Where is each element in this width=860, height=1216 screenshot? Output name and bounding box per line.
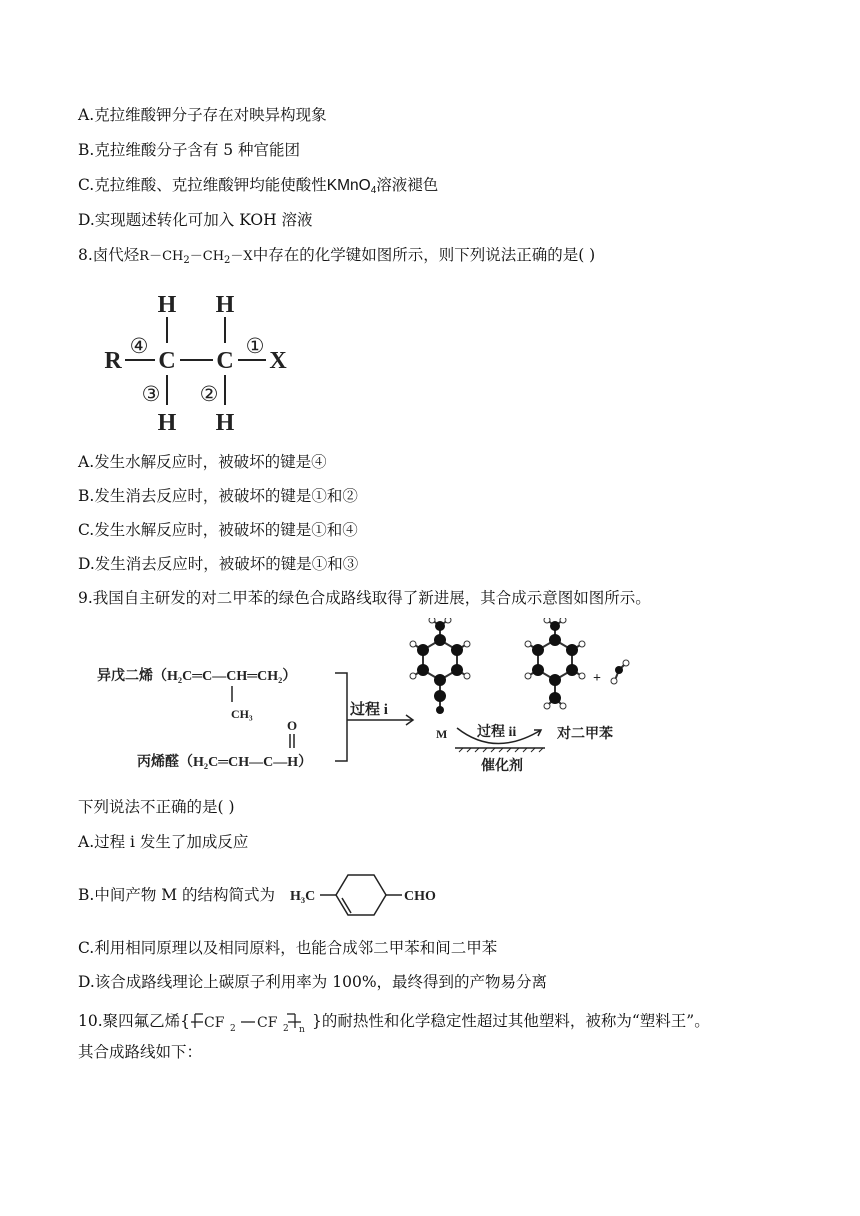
cf2-second-sub: 2: [283, 1024, 289, 1034]
q8-option-b: B.发生消去反应时，被破坏的键是①和②: [78, 487, 358, 505]
kmno4-sub: 4: [370, 185, 377, 196]
acrolein-label: 丙烯醛（H₂C═CH—C—H）: [137, 755, 313, 770]
q8-stem-pre: 8.卤代烃: [78, 246, 140, 264]
atom-x: X: [269, 348, 287, 374]
kmno4-formula: [327, 177, 377, 194]
formula-part-x: －X: [230, 249, 253, 264]
catalyst-label: 催化剂: [481, 759, 523, 774]
cf2-first-sub: 2: [230, 1024, 236, 1034]
process-i-label: 过程 i: [350, 702, 388, 718]
bottom-h-left: H: [157, 410, 177, 436]
q9-option-b: [78, 885, 275, 905]
polymer-n: n: [299, 1025, 305, 1034]
carbon-right: C: [216, 348, 234, 374]
bond-3-label: ③: [141, 382, 161, 406]
q7-option-a: A.克拉维酸钾分子存在对映异构现象: [78, 106, 327, 124]
cf2-second: CF: [257, 1015, 278, 1031]
kmno4-main: KMnO: [326, 177, 371, 194]
q9-option-b-text: B.中间产物 M 的结构简式为: [78, 886, 276, 904]
intermediate-m-label: M: [436, 727, 448, 741]
q7-option-c-text-pre: C.克拉维酸、克拉维酸钾均能使酸性: [78, 176, 327, 194]
top-h-right: H: [215, 292, 235, 318]
haloalkane-bond-diagram: [95, 285, 305, 440]
formula-sub-1: 2: [183, 255, 190, 266]
q7-option-d: D.实现题述转化可加入 KOH 溶液: [78, 211, 313, 229]
intermediate-m-structure: [290, 866, 450, 922]
methyl-label: CH₃: [231, 707, 253, 721]
q9-option-c: C.利用相同原理以及相同原料，也能合成邻二甲苯和间二甲苯: [78, 939, 498, 957]
q9-question: 下列说法不正确的是( ): [78, 798, 235, 816]
q9-option-a: A.过程 i 发生了加成反应: [78, 833, 249, 851]
formula-part-r: R－CH: [139, 249, 184, 264]
cf2-first: CF: [204, 1015, 225, 1031]
bond-4-label: ④: [129, 334, 149, 358]
p-xylene-label: 对二甲苯: [557, 727, 613, 742]
bond-1-label: ①: [245, 334, 265, 358]
process-ii-label: 过程 ii: [477, 725, 517, 740]
water-molecule-model: [611, 660, 629, 684]
q9-option-d: D.该合成路线理论上碳原子利用率为 100%，最终得到的产物易分离: [78, 973, 548, 991]
top-h-left: H: [157, 292, 177, 318]
q10-stem-post: }的耐热性和化学稳定性超过其他塑料，被称为“塑料王”。: [312, 1012, 710, 1030]
xylene-synthesis-scheme: [95, 618, 655, 783]
formula-part-mid: －CH: [189, 249, 225, 264]
oxygen-label: O: [287, 718, 298, 733]
ptfe-formula: [191, 1008, 311, 1034]
q8-option-d: D.发生消去反应时，被破坏的键是①和③: [78, 555, 359, 573]
bottom-h-right: H: [215, 410, 235, 436]
q8-stem-post: 中存在的化学键如图所示，则下列说法正确的是( ): [252, 246, 596, 264]
plus-sign: +: [593, 671, 601, 686]
q7-option-c: [78, 175, 438, 201]
isoprene-label: 异戊二烯（H₂C═C—CH═CH₂）: [97, 669, 297, 684]
q10-stem-line2: 其合成路线如下：: [78, 1043, 203, 1061]
q8-option-a: A.发生水解反应时，被破坏的键是④: [78, 453, 327, 471]
cho-group: CHO: [404, 889, 436, 904]
q9-stem: 9.我国自主研发的对二甲苯的绿色合成路线取得了新进展，其合成示意图如图所示。: [78, 589, 651, 607]
h3c-group: H₃C: [290, 889, 316, 904]
haloalkane-formula: [139, 249, 252, 264]
q10-stem: [78, 1008, 710, 1034]
formula-sub-2: 2: [224, 255, 231, 266]
q8-stem: [78, 245, 595, 271]
carbon-left: C: [158, 348, 176, 374]
q8-option-c: C.发生水解反应时，被破坏的键是①和④: [78, 521, 358, 539]
q7-option-c-text-post: 溶液褪色: [376, 176, 439, 194]
bond-2-label: ②: [199, 382, 219, 406]
q10-stem-pre: 10.聚四氟乙烯{: [78, 1012, 191, 1030]
atom-r: R: [104, 348, 122, 374]
q7-option-b: B.克拉维酸分子含有 5 种官能团: [78, 141, 301, 159]
